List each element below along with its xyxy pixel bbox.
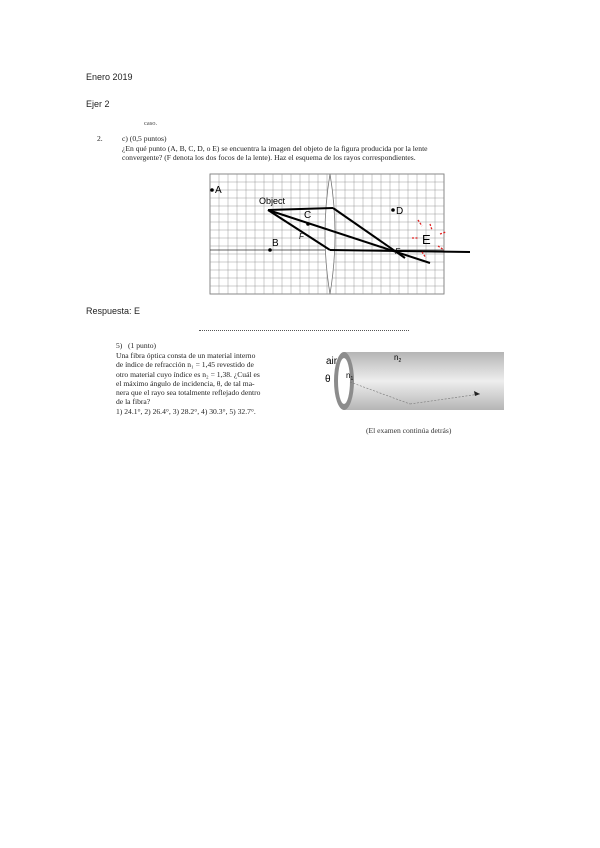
question-text-line1: ¿En qué punto (A, B, C, D, o E) se encuentra la imagen del objeto de la figura producida por la lente [122,144,428,153]
n2-label: $n_2$ [394,353,402,364]
previous-fragment: caso. [144,120,158,127]
q5-line: el máximo ángulo de incidencia, θ, de tal ma- [116,378,255,388]
question-text-line2: convergente? (F denota los dos focos de la lente). Haz el esquema de los rayos correspondientes. [122,153,416,162]
focus-f-label-left: F [299,232,304,241]
separator [199,330,409,331]
fiber-core-end [338,358,350,404]
answer-label: Respuesta: E [86,306,141,316]
air-label: air [326,356,338,367]
q5-text [116,351,306,416]
q5-number: 5) [116,341,123,350]
footer-note: (El examen continúa detrás) [366,426,452,435]
q5-line: de la fibra? [116,397,151,407]
q5-line: nera que el rayo sea totalmente reflejado dentro [116,388,261,398]
lens-diagram [200,168,480,298]
q5-line: Una fibra óptica consta de un material interno [116,351,256,360]
question-number: 2. [97,134,103,143]
fiber-cladding [344,352,504,410]
point-a-marker [210,188,214,192]
q5-line: otro material cuyo índice es n₂ = 1,38. ¿Cuál es [116,369,260,379]
exam-date: Enero 2019 [86,72,133,82]
point-b-label: B [272,238,279,249]
exercise-title: Ejer 2 [86,99,110,109]
point-c-marker [306,222,310,226]
ray-focal-refracted [330,250,470,252]
q5-points: (1 punto) [128,341,157,350]
n1-label: $n_1$ [346,371,354,382]
question-part: c) (0,5 puntos) [122,134,167,143]
focus-f-label-right: F [395,247,400,256]
optical-fiber-figure [320,346,510,426]
object-label: Object [259,196,286,206]
q5-line: de índice de refracción n₁ = 1,45 revestido de [116,360,254,370]
point-a-label: A [215,185,222,196]
point-e-label: E [422,232,431,247]
point-d-label: D [396,206,404,217]
ray-parallel [268,208,333,210]
point-d-marker [391,208,395,212]
point-c-label: C [304,210,312,221]
convergent-lens [325,174,335,294]
theta-label: θ [325,374,331,385]
q5-options: 1) 24.1°, 2) 26.4°, 3) 28.2°, 4) 30.3°, 5) 32.7°. [116,406,256,416]
